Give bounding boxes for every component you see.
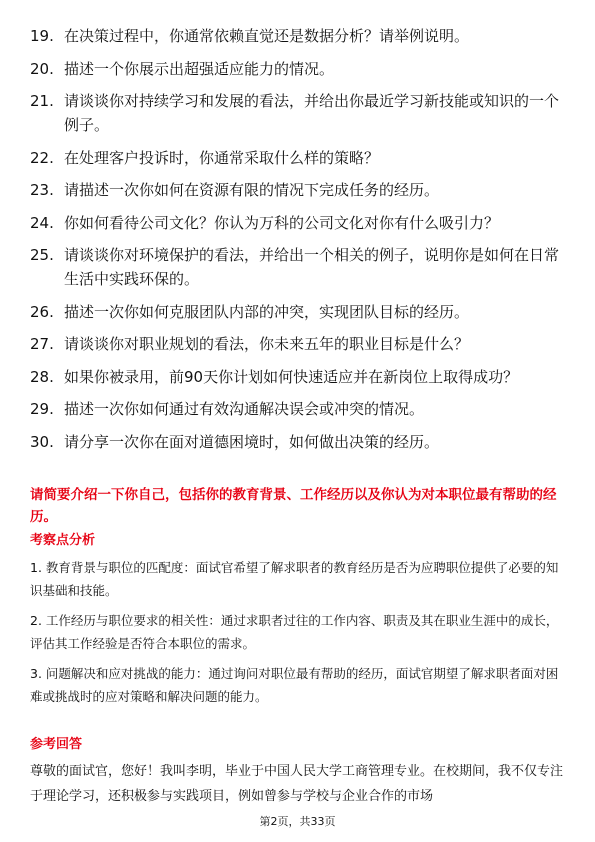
question-item <box>30 57 565 81</box>
question-list <box>30 24 565 462</box>
question-item <box>30 397 565 421</box>
question-text: 在处理客户投诉时，你通常采取什么样的策略？ <box>64 148 380 167</box>
question-number: 20. <box>30 59 54 78</box>
question-item <box>30 146 565 170</box>
analysis-list <box>30 556 565 715</box>
question-number: 26. <box>30 302 54 321</box>
question-number: 28. <box>30 367 54 386</box>
question-item <box>30 300 565 324</box>
analysis-item: 3. 问题解决和应对挑战的能力：通过询问对职位最有帮助的经历，面试官期望了解求职者面对困难或挑战时的应对策略和解决问题的能力。 <box>30 666 559 704</box>
question-text: 如果你被录用，前90天你计划如何快速适应并在新岗位上取得成功？ <box>64 367 519 386</box>
question-text: 描述一次你如何通过有效沟通解决误会或冲突的情况。 <box>64 400 425 418</box>
question-text: 请谈谈你对环境保护的看法，并给出一个相关的例子，说明你是如何在日常生活中实践环保的。 <box>64 246 560 288</box>
question-number: 29. <box>30 400 54 418</box>
question-item <box>30 430 565 454</box>
question-text: 请谈谈你对持续学习和发展的看法，并给出你最近学习新技能或知识的一个例子。 <box>64 92 560 134</box>
question-item <box>30 211 565 235</box>
question-text: 你如何看待公司文化？你认为万科的公司文化对你有什么吸引力？ <box>64 213 500 232</box>
analysis-item: 1. 教育背景与职位的匹配度：面试官希望了解求职者的教育经历是否为应聘职位提供了必要的知识基础和技能。 <box>30 560 559 598</box>
question-number: 30. <box>30 432 54 451</box>
reference-answer-heading: 参考回答 <box>30 737 83 752</box>
analysis-item: 2. 工作经历与职位要求的相关性：通过求职者过往的工作内容、职责及其在职业生涯中的成长，评估其工作经验是否符合本职位的需求。 <box>30 613 559 651</box>
question-text: 在决策过程中，你通常依赖直觉还是数据分析？请举例说明。 <box>64 27 470 45</box>
question-number: 22. <box>30 148 54 167</box>
analysis-heading: 考察点分析 <box>30 533 96 548</box>
question-number: 19. <box>30 27 54 45</box>
question-number: 27. <box>30 335 54 353</box>
question-item <box>30 178 565 202</box>
question-number: 23. <box>30 181 54 199</box>
question-item <box>30 89 565 137</box>
question-number: 24. <box>30 213 54 232</box>
question-item <box>30 243 565 291</box>
question-number: 21. <box>30 92 54 110</box>
question-item <box>30 365 565 389</box>
question-text: 描述一个你展示出超强适应能力的情况。 <box>64 59 335 78</box>
question-text: 描述一次你如何克服团队内部的冲突，实现团队目标的经历。 <box>64 302 470 321</box>
featured-question: 请简要介绍一下你自己，包括你的教育背景、工作经历以及你认为对本职位最有帮助的经历。 <box>30 487 557 525</box>
question-text: 请分享一次你在面对道德困境时，如何做出决策的经历。 <box>64 432 440 451</box>
question-item <box>30 24 565 48</box>
reference-answer-text: 尊敬的面试官，您好！我叫李明，毕业于中国人民大学工商管理专业。在校期间，我不仅专注于理论学习，还积极参与实践项目，例如曾参与学校与企业合作的市场 <box>30 764 564 804</box>
question-text: 请谈谈你对职业规划的看法，你未来五年的职业目标是什么？ <box>64 335 470 353</box>
question-item <box>30 332 565 356</box>
question-number: 25. <box>30 246 54 264</box>
question-text: 请描述一次你如何在资源有限的情况下完成任务的经历。 <box>64 181 440 199</box>
page-footer: 第2页，共33页 <box>259 815 336 828</box>
